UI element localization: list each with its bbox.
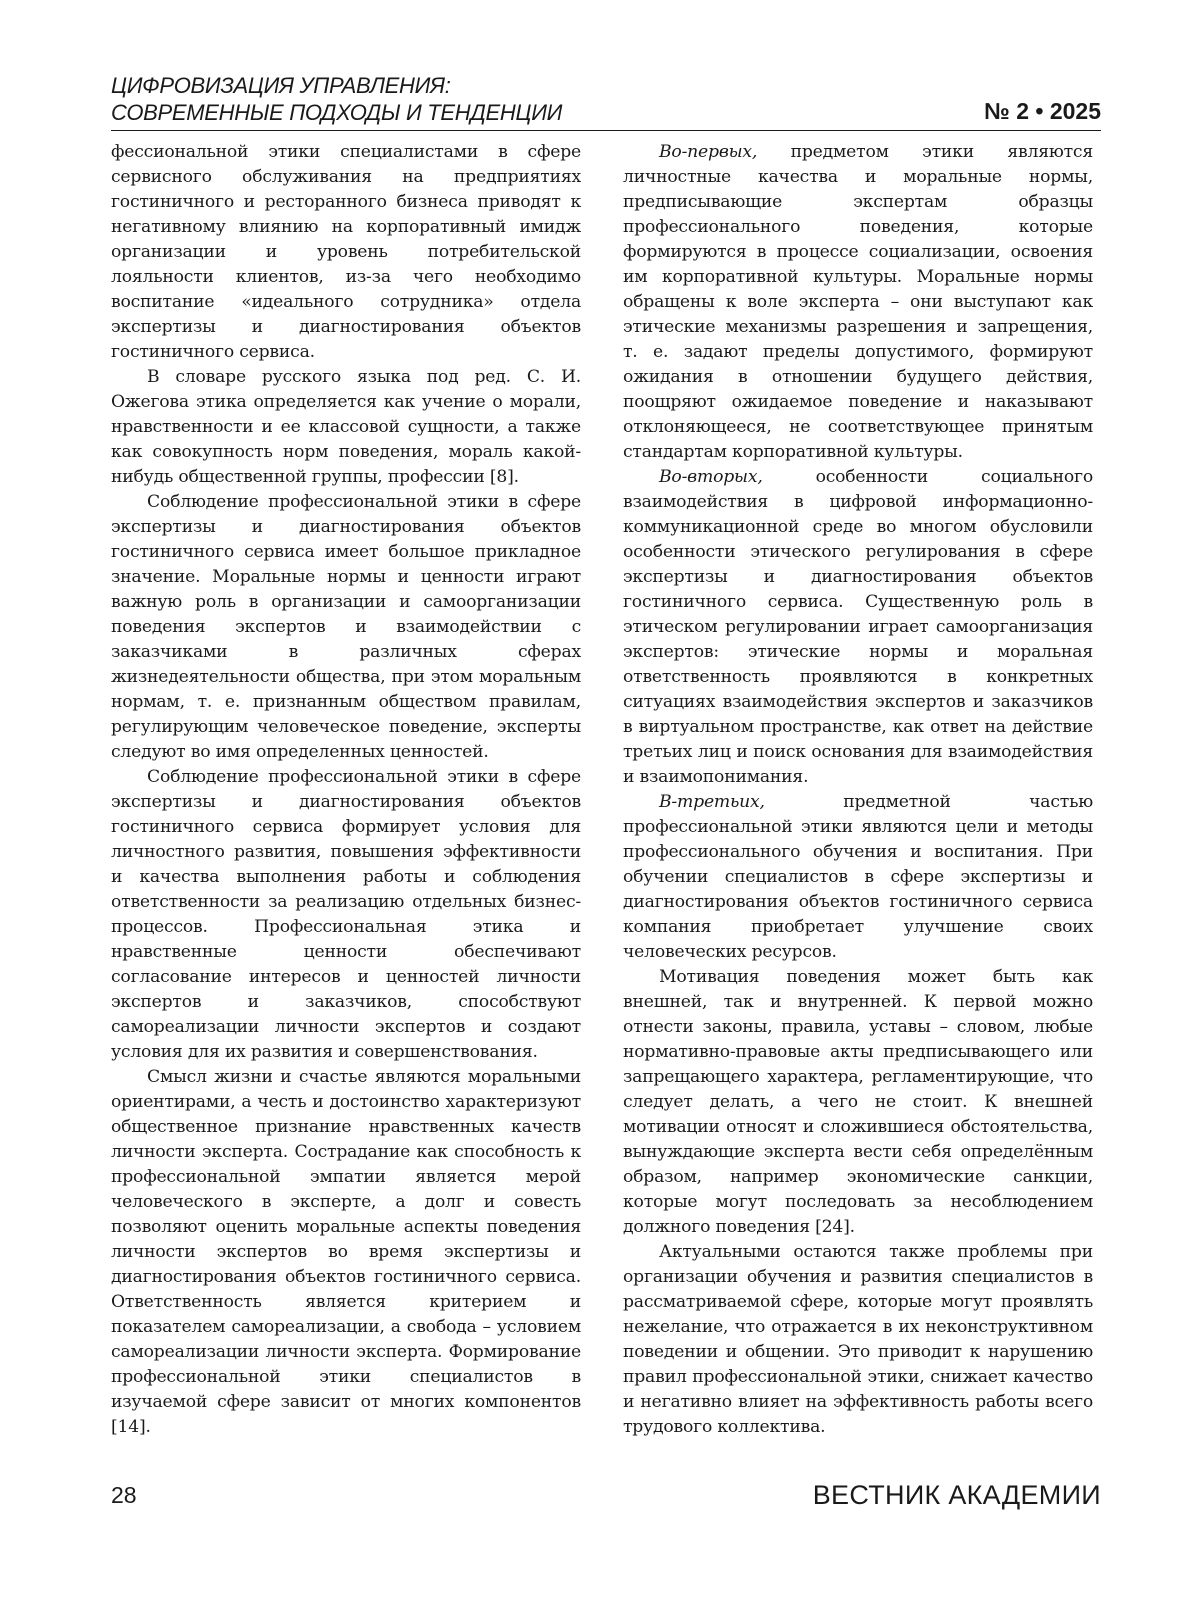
paragraph xyxy=(623,140,1093,465)
page-number: 28 xyxy=(111,1482,137,1508)
left-column xyxy=(111,140,581,1440)
journal-name: ВЕСТНИК АКАДЕМИИ xyxy=(812,1480,1101,1510)
paragraph-body: предметной частью профессиональной этики являются цели и методы профессионального обучения и воспитания. При обучении специалистов в сфере экспертизы и диагностирования объектов гостиничного сервиса компания приобретает улучшение своих человеческих ресурсов. xyxy=(623,792,1093,962)
issue-number: № 2 • 2025 xyxy=(984,98,1101,124)
section-title xyxy=(111,72,562,126)
paragraph-lead-italic: Во-первых, xyxy=(659,142,758,162)
page-footer xyxy=(111,1476,1101,1516)
paragraph: В словаре русского языка под ред. С. И. Ожегова этика определяется как учение о морали, нравственности и ее классовой сущности, а также как совокупность норм поведения, мораль какой-нибудь общественной группы, профессии [8]. xyxy=(111,367,581,487)
running-header xyxy=(111,72,1101,131)
paragraph-lead-italic: В-третьих, xyxy=(659,792,765,812)
paragraph: Актуальными остаются также проблемы при организации обучения и развития специалистов в рассматриваемой сфере, которые могут проявлять нежелание, что отражается в их неконструктивном поведении и общении. Это приводит к нарушению правил профессиональной этики, снижает качество и негативно влияет на эффективность работы всего трудового коллектива. xyxy=(623,1242,1093,1437)
paragraph xyxy=(623,465,1093,790)
paragraph-lead-italic: Во-вторых, xyxy=(659,467,763,487)
paragraph-body: особенности социального взаимодействия в цифровой информационно-коммуникационной среде во многом обусловили особенности этического регулирования в сфере экспертизы и диагностирования объектов гостиничного сервиса. Существенную роль в этическом регулировании играет самоорганизация экспертов: этические нормы и моральная ответственность проявляются в конкретных ситуациях взаимодействия экспертов и заказчиков в виртуальном пространстве, как ответ на действие третьих лиц и поиск основания для взаимодействия и взаимопонимания. xyxy=(623,467,1093,787)
section-title-line-1: ЦИФРОВИЗАЦИЯ УПРАВЛЕНИЯ: xyxy=(111,73,451,98)
paragraph-body: предметом этики являются личностные качества и моральные нормы, предписывающие экспертам образцы профессионального поведения, которые формируются в процессе социализации, освоения им корпоративной культуры. Моральные нормы обращены к воле эксперта – они выступают как этические механизмы разрешения и запрещения, т. е. задают пределы допустимого, формируют ожидания в отношении будущего действия, поощряют ожидаемое поведение и наказывают отклоняющееся, не соответствующее принятым стандартам корпоративной культуры. xyxy=(623,142,1093,462)
paragraph: Соблюдение профессиональной этики в сфере экспертизы и диагностирования объектов гостиничного сервиса имеет большое прикладное значение. Моральные нормы и ценности играют важную роль в организации и самоорганизации поведения экспертов и взаимодействии с заказчиками в различных сферах жизнедеятельности общества, при этом моральным нормам, т. е. признанным обществом правилам, регулирующим человеческое поведение, эксперты следуют во имя определенных ценностей. xyxy=(111,492,581,762)
right-column xyxy=(623,140,1093,1440)
paragraph xyxy=(623,790,1093,965)
paragraph: Соблюдение профессиональной этики в сфере экспертизы и диагностирования объектов гостиничного сервиса формирует условия для личностного развития, повышения эффективности и качества выполнения работы и соблюдения ответственности за реализацию отдельных бизнес-процессов. Профессиональная этика и нравственные ценности обеспечивают согласование интересов и ценностей личности экспертов и заказчиков, способствуют самореализации личности экспертов и создают условия для их развития и совершенствования. xyxy=(111,767,581,1062)
section-title-line-2: СОВРЕМЕННЫЕ ПОДХОДЫ И ТЕНДЕНЦИИ xyxy=(111,100,563,125)
paragraph: Мотивация поведения может быть как внешней, так и внутренней. К первой можно отнести законы, правила, уставы – словом, любые нормативно-правовые акты предписывающего или запрещающего характера, регламентирующие, что следует делать, а чего не стоит. К внешней мотивации относят и сложившиеся обстоятельства, вынуждающие эксперта вести себя определённым образом, например экономические санкции, которые могут последовать за несоблюдением должного поведения [24]. xyxy=(623,967,1093,1237)
paragraph: Смысл жизни и счастье являются моральными ориентирами, а честь и достоинство характеризуют общественное признание нравственных качеств личности эксперта. Сострадание как способность к профессиональной эмпатии является мерой человеческого в эксперте, а долг и совесть позволяют оценить моральные аспекты поведения личности экспертов во время экспертизы и диагностирования объектов гостиничного сервиса. Ответственность является критерием и показателем самореализации, а свобода – условием самореализации личности эксперта. Формирование профессиональной этики специалистов в изучаемой сфере зависит от многих компонентов [14]. xyxy=(111,1067,581,1437)
paragraph: фессиональной этики специалистами в сфере сервисного обслуживания на предприятиях гостиничного и ресторанного бизнеса приводят к негативному влиянию на корпоративный имидж организации и уровень потребительской лояльности клиентов, из-за чего необходимо воспитание «идеального сотрудника» отдела экспертизы и диагностирования объектов гостиничного сервиса. xyxy=(111,142,581,362)
